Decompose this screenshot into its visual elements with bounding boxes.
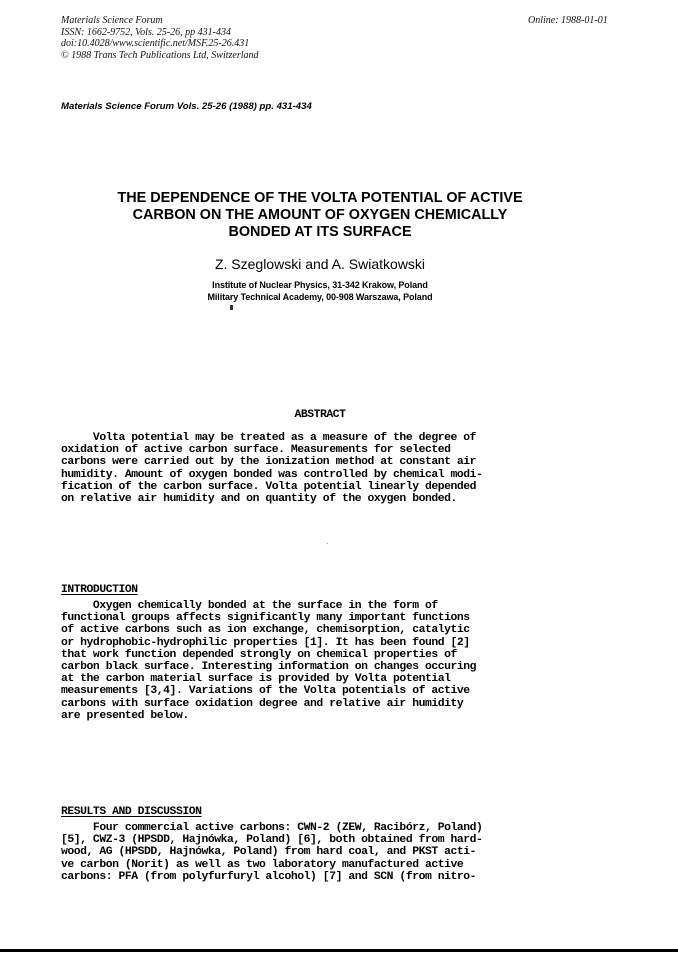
abstract-body	[61, 432, 482, 505]
intro-line: that work function depended strongly on chemical properties of	[61, 648, 457, 661]
intro-line: are presented below.	[61, 709, 189, 722]
abstract-line: carbons were carried out by the ionization method at constant air	[61, 456, 477, 469]
abstract-heading	[60, 409, 580, 421]
citation-header	[61, 15, 259, 61]
results-line: [5], CWZ-3 (HPSDD, Hajnówka, Poland) [6], both obtained from hard-	[61, 834, 483, 847]
header-journal: Materials Science Forum	[61, 15, 163, 26]
intro-line: carbon black surface. Interesting information on changes occuring	[61, 661, 477, 674]
affiliations	[60, 280, 580, 303]
affiliation-1: Institute of Nuclear Physics, 31-342 Krakow, Poland	[212, 280, 428, 290]
intro-line: at the carbon material surface is provided by Volta potential	[61, 673, 451, 686]
title-line: BONDED AT ITS SURFACE	[228, 224, 412, 240]
intro-line: of active carbons such as ion exchange, chemisorption, catalytic	[61, 624, 470, 637]
title-line: CARBON ON THE AMOUNT OF OXYGEN CHEMICALLY	[132, 207, 508, 223]
abstract-line: humidity. Amount of oxygen bonded was controlled by chemical modi-	[61, 468, 483, 481]
intro-line: Oxygen chemically bonded at the surface in the form of	[61, 600, 438, 612]
intro-line: measurements [3,4]. Variations of the Volta potentials of active	[61, 685, 470, 698]
affiliation-2: Military Technical Academy, 00-908 Warszawa, Poland	[207, 291, 433, 302]
scan-speck	[327, 543, 328, 544]
bottom-rule	[0, 949, 678, 952]
abstract-line: Volta potential may be treated as a measure of the degree of	[61, 432, 477, 444]
introduction-heading: INTRODUCTION	[61, 584, 138, 596]
results-line: carbons: PFA (from polyfurfuryl alcohol) [7] and SCN (from nitro-	[61, 870, 477, 883]
header-doi: doi:10.4028/www.scientific.net/MSF.25-26.431	[61, 38, 250, 49]
title-line: THE DEPENDENCE OF THE VOLTA POTENTIAL OF ACTIVE	[117, 190, 523, 206]
abstract-line: fication of the carbon surface. Volta potential linearly depended	[61, 480, 477, 493]
introduction-body	[61, 600, 476, 722]
abstract-line: oxidation of active carbon surface. Measurements for selected	[61, 444, 451, 457]
authors: Z. Szeglowski and A. Swiatkowski	[214, 256, 426, 272]
results-body	[61, 822, 482, 883]
header-copyright: © 1988 Trans Tech Publications Ltd, Switzerland	[61, 49, 259, 61]
paper-title	[60, 190, 580, 241]
intro-line: or hydrophobic-hydrophilic properties [1]. It has been found [2]	[61, 636, 470, 649]
online-date: Online: 1988-01-01	[528, 15, 608, 26]
results-heading: RESULTS AND DISCUSSION	[61, 806, 202, 818]
results-line: ve carbon (Norit) as well as two laboratory manufactured active	[61, 858, 464, 871]
intro-line: carbons with surface oxidation degree and relative air humidity	[61, 697, 464, 710]
abstract-line: on relative air humidity and on quantity of the oxygen bonded.	[61, 493, 457, 506]
results-line: wood, AG (HPSDD, Hajnówka, Poland) from hard coal, and PKST acti-	[61, 846, 477, 859]
journal-line: Materials Science Forum Vols. 25-26 (1988) pp. 431-434	[61, 101, 312, 112]
scan-mark	[230, 305, 233, 310]
abstract-heading-text: ABSTRACT	[294, 409, 346, 421]
results-line: Four commercial active carbons: CWN-2 (ZEW, Racibórz, Poland)	[61, 822, 483, 834]
header-issn: ISSN: 1662-9752, Vols. 25-26, pp 431-434	[61, 26, 231, 38]
intro-line: functional groups affects significantly many important functions	[61, 612, 470, 625]
